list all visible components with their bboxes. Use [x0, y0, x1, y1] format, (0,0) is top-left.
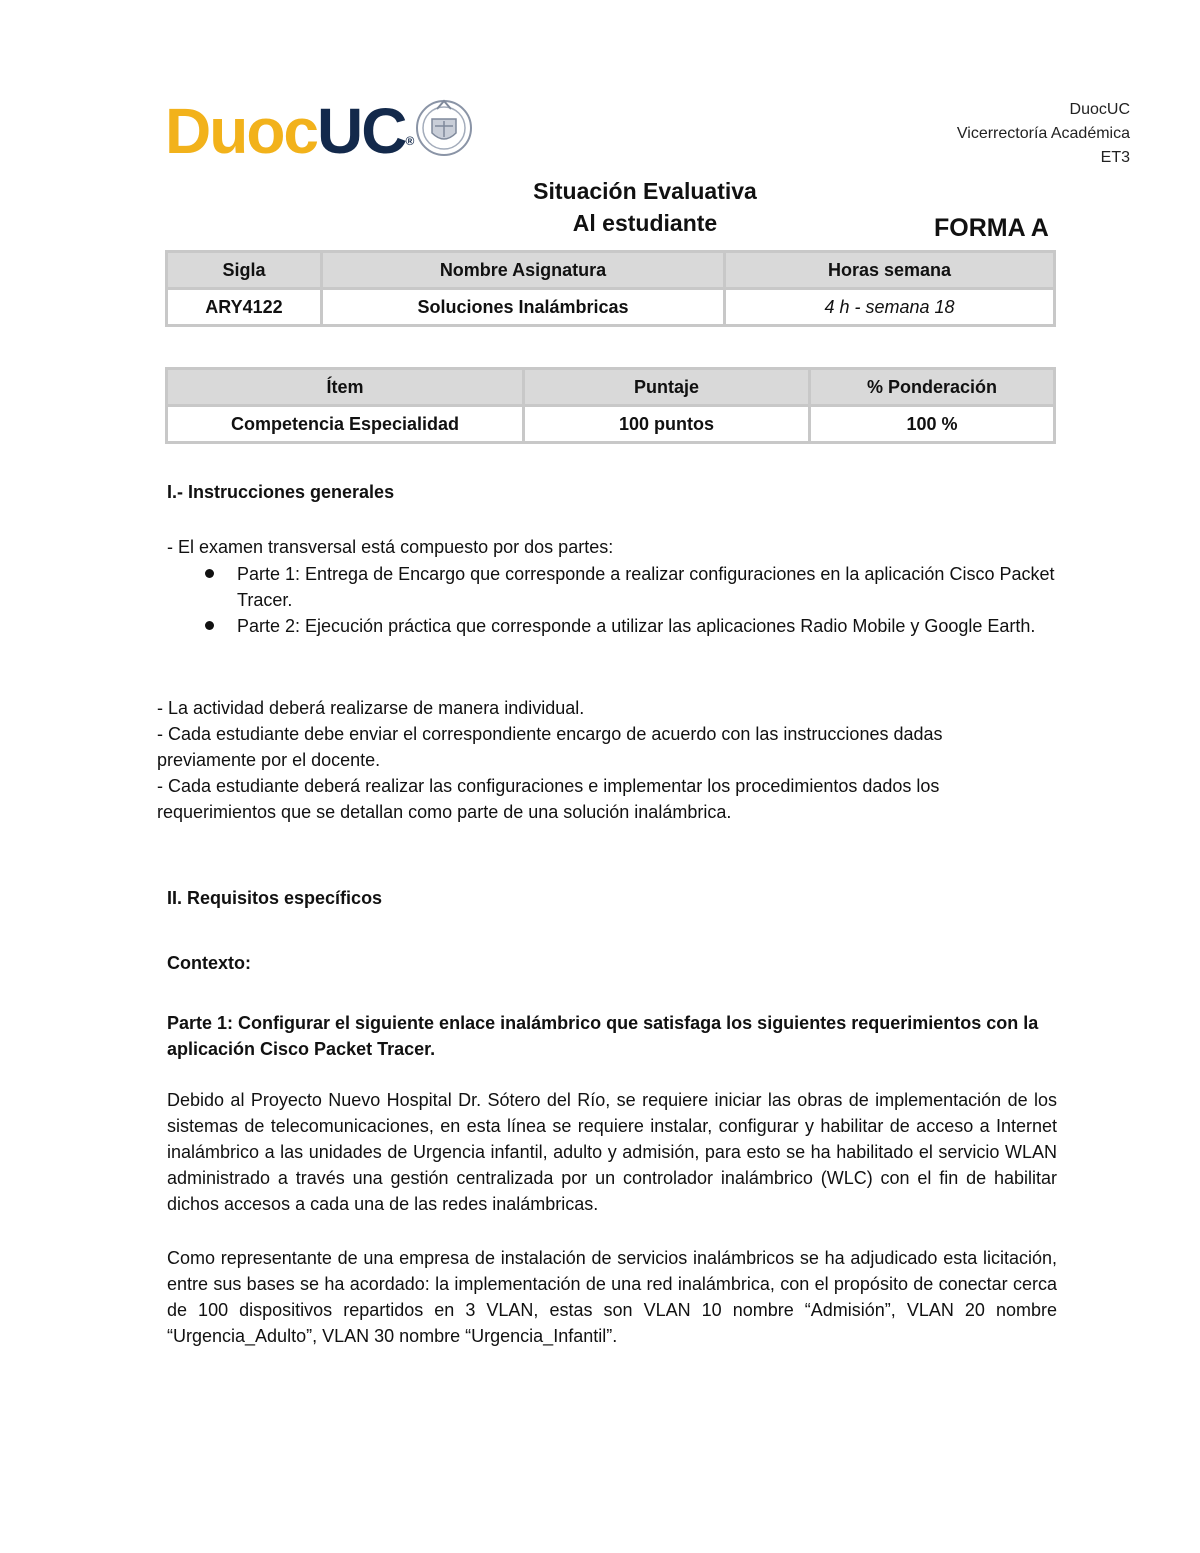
- bullet-icon: [205, 621, 214, 630]
- forma-label: FORMA A: [934, 214, 1049, 242]
- cell-puntaje: 100 puntos: [524, 406, 810, 443]
- logo-uc: UC: [317, 95, 406, 167]
- cell-nombre-asignatura: Soluciones Inalámbricas: [322, 289, 725, 326]
- cell-sigla: ARY4122: [167, 289, 322, 326]
- institution-header: [957, 98, 1130, 170]
- list-item: [167, 613, 1067, 639]
- cell-item: Competencia Especialidad: [167, 406, 524, 443]
- header-item: Ítem: [167, 369, 524, 406]
- header-puntaje: Puntaje: [524, 369, 810, 406]
- logo-duoc: Duoc: [165, 95, 317, 167]
- header-horas-semana: Horas semana: [725, 252, 1055, 289]
- paragraph-2: Como representante de una empresa de instalación de servicios inalámbricos se ha adjudicado esta licitación, entre sus bases se ha acordado: la implementación de una red inalámbrica, con el propósito de conectar cerca de 100 dispositivos repartidos en 3 VLAN, estas son VLAN 10 nombre “Admisión”, VLAN 20 nombre “Urgencia_Adulto”, VLAN 30 nombre “Urgencia_Infantil”.: [167, 1248, 1057, 1346]
- header-line-duocuc: DuocUC: [1069, 101, 1130, 118]
- table-row: [167, 289, 1055, 326]
- part1-heading: Parte 1: Configurar el siguiente enlace inalámbrico que satisfaga los siguientes requerimientos con la aplicación Cisco Packet Tracer.: [167, 1013, 1039, 1059]
- header-line-vicerrectoria: Vicerrectoría Académica: [956, 125, 1130, 142]
- header-sigla: Sigla: [167, 252, 322, 289]
- bullet-icon: [205, 569, 214, 578]
- header-ponderacion: % Ponderación: [810, 369, 1055, 406]
- document-title: [445, 175, 845, 239]
- header-line-et3: ET3: [1100, 149, 1130, 166]
- table-header-row: [167, 252, 1055, 289]
- university-seal-icon: [415, 95, 473, 161]
- section1-intro: - El examen transversal está compuesto por dos partes:: [167, 537, 614, 557]
- logo-registered-mark: ®: [405, 134, 413, 148]
- header-nombre-asignatura: Nombre Asignatura: [322, 252, 725, 289]
- table-row: [167, 406, 1055, 443]
- context-label: Contexto:: [167, 953, 251, 973]
- table-header-row: [167, 369, 1055, 406]
- cell-ponderacion: 100 %: [810, 406, 1055, 443]
- cell-horas-semana: 4 h - semana 18: [725, 289, 1055, 326]
- list-item: - Cada estudiante debe enviar el correspondiente encargo de acuerdo con las instrucciones dadas previamente por el docente.: [157, 724, 943, 770]
- bullet-text: Parte 2: Ejecución práctica que corresponde a utilizar las aplicaciones Radio Mobile y Google Earth.: [237, 616, 1036, 636]
- paragraph-1: Debido al Proyecto Nuevo Hospital Dr. Sótero del Río, se requiere iniciar las obras de implementación de los sistemas de telecomunicaciones, en esta línea se requiere instalar, configurar y habilitar de acceso a Internet inalámbrico a las unidades de Urgencia infantil, adulto y admisión, para esto se ha habilitado el servicio WLAN administrado a través una gestión centralizada por un controlador inalámbrico (WLC) con el fin de habilitar dichos accesos a cada una de las redes inalámbricas.: [167, 1090, 1057, 1214]
- score-table: [165, 367, 1056, 444]
- section1-bullet-list: [167, 561, 1067, 639]
- title-line-2: Al estudiante: [572, 210, 718, 236]
- logo-wordmark: [165, 95, 412, 167]
- section1-dash-list: [157, 695, 1042, 825]
- list-item: [167, 561, 1067, 613]
- list-item: - Cada estudiante deberá realizar las configuraciones e implementar los procedimientos dados los requerimientos que se detallan como parte de una solución inalámbrica.: [157, 776, 940, 822]
- section2-heading: II. Requisitos específicos: [167, 888, 383, 908]
- course-table: [165, 250, 1056, 327]
- section1-heading: I.- Instrucciones generales: [167, 482, 395, 502]
- duocuc-logo: [165, 95, 475, 167]
- title-line-1: Situación Evaluativa: [533, 178, 757, 204]
- bullet-text: Parte 1: Entrega de Encargo que corresponde a realizar configuraciones en la aplicación Cisco Packet Tracer.: [237, 564, 1055, 610]
- list-item: - La actividad deberá realizarse de manera individual.: [157, 698, 585, 718]
